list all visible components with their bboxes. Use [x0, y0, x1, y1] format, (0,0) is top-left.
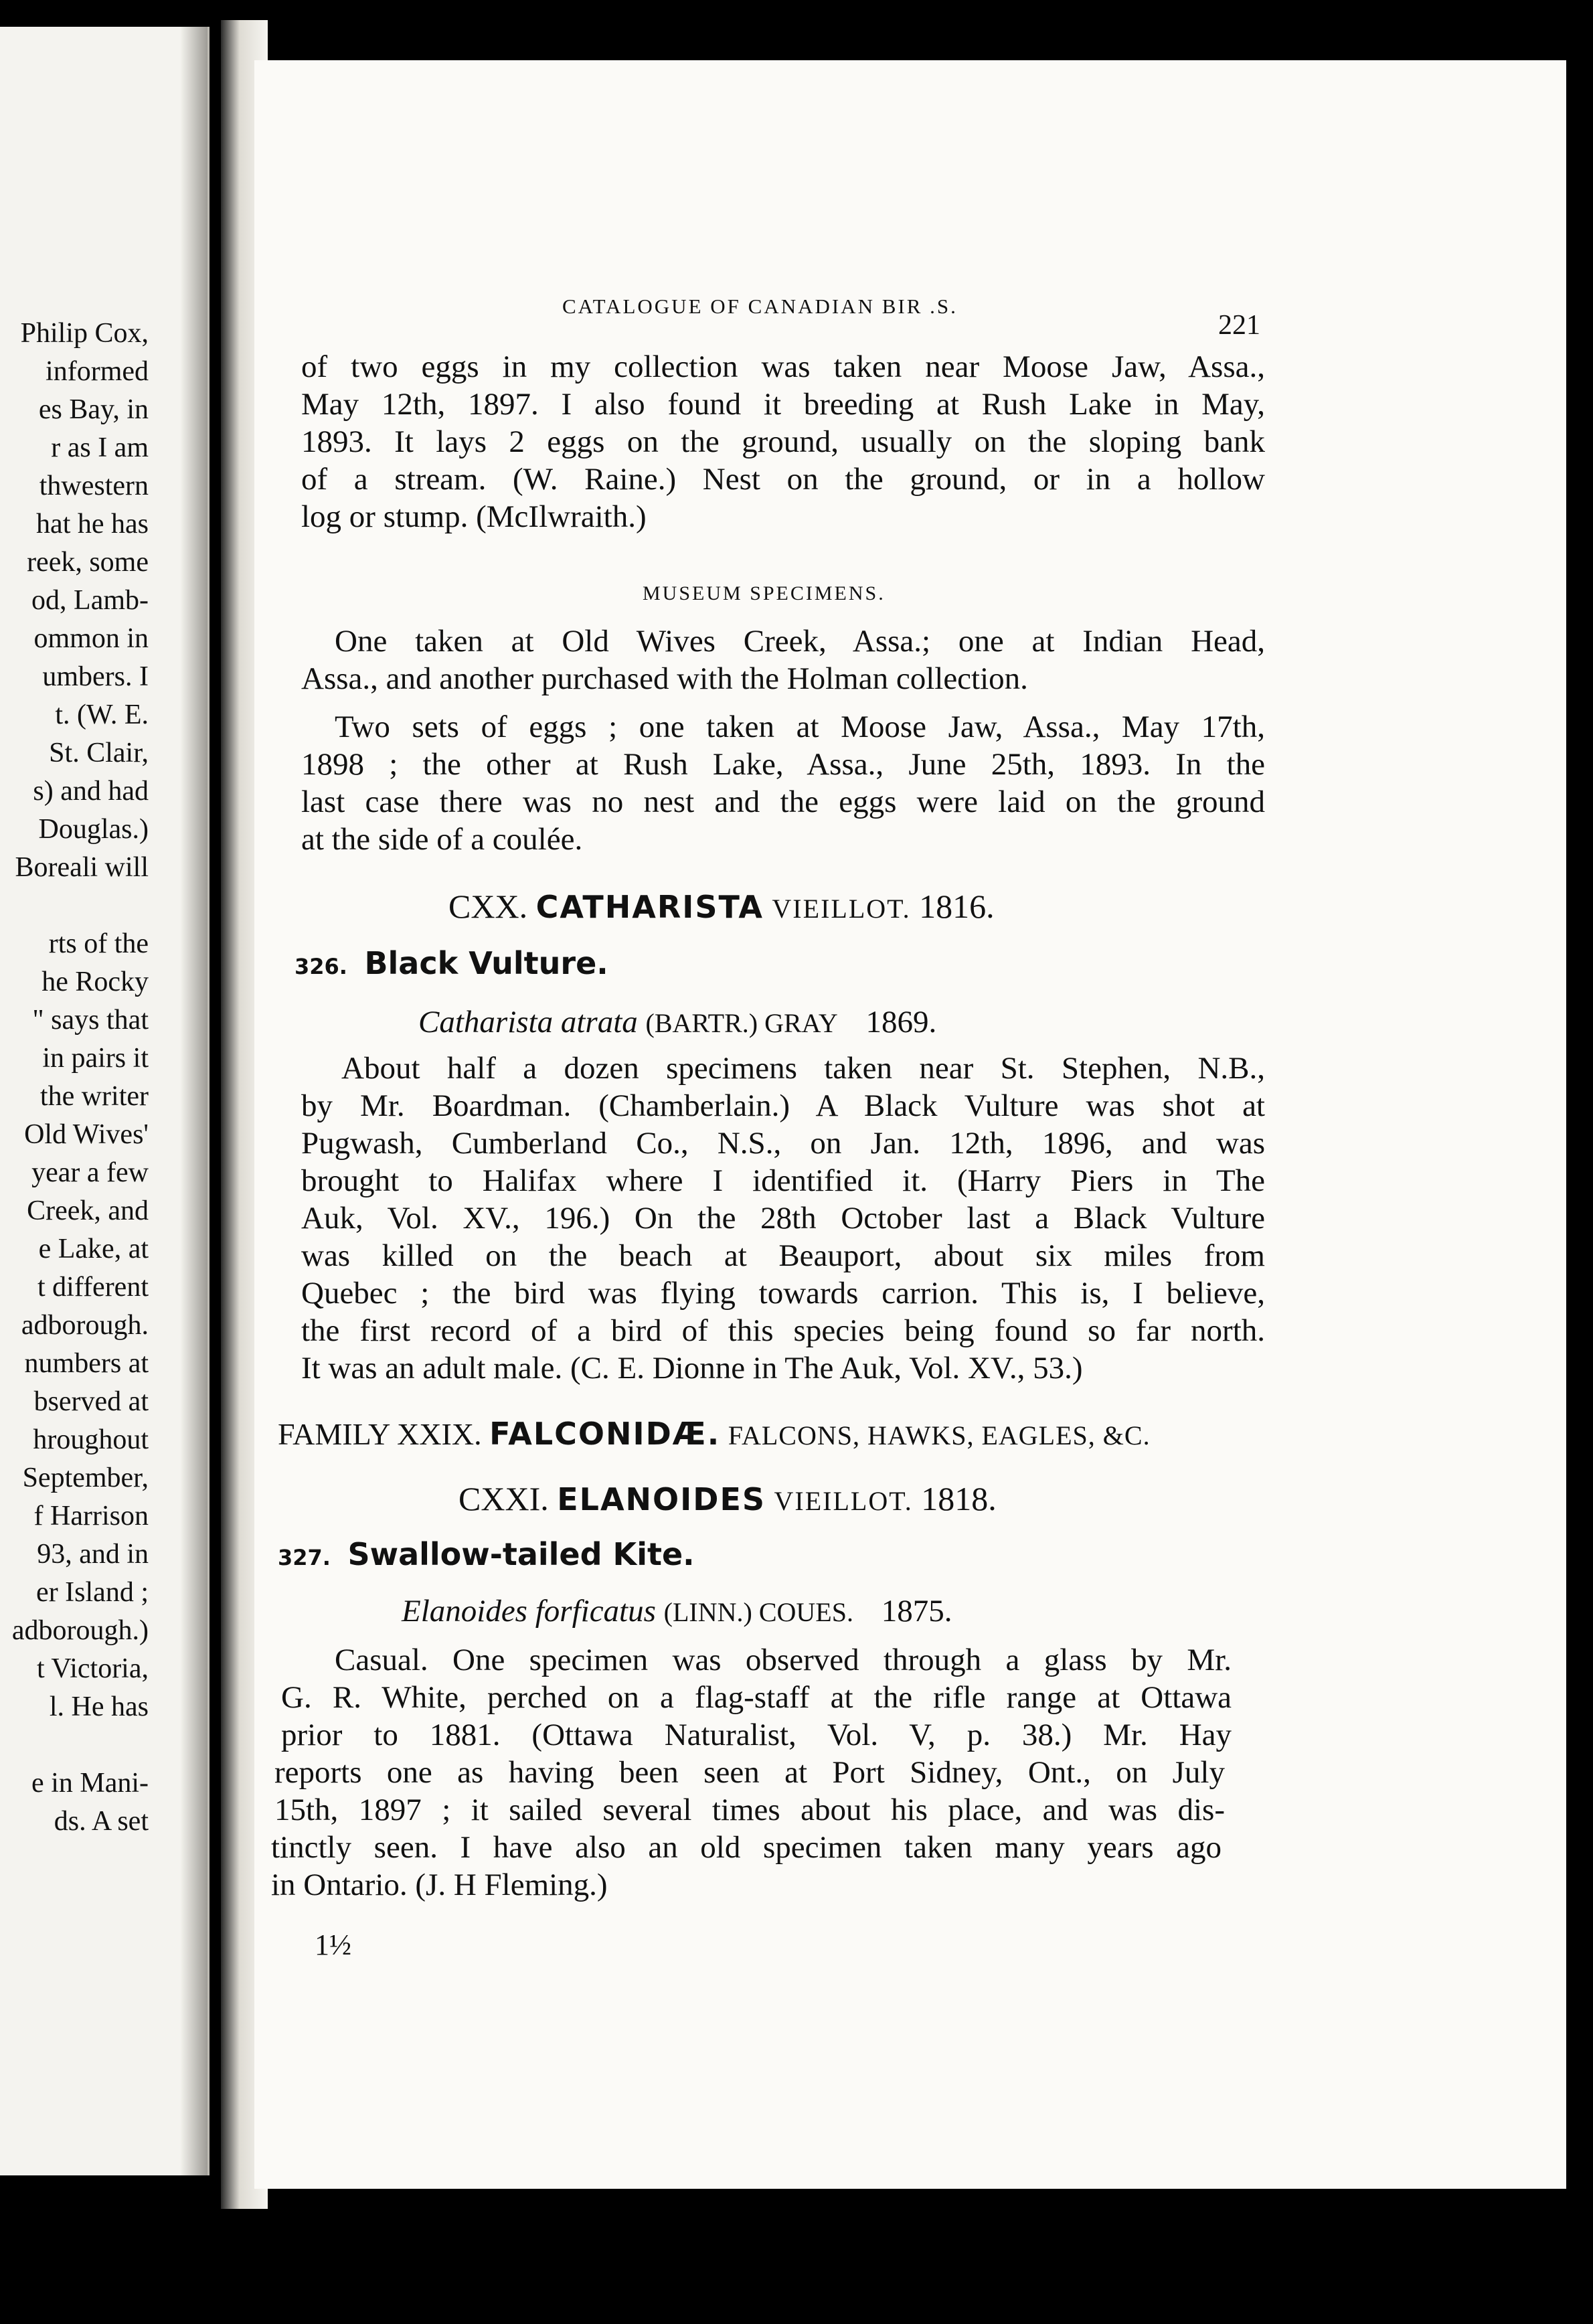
year: 1869.	[865, 1005, 937, 1040]
text-line: Two sets of eggs ; one taken at Moose Jaw, Assa., May 17th,	[335, 710, 1265, 744]
species-scientific-name	[418, 1004, 936, 1040]
facing-page-line: r as I am	[51, 432, 149, 463]
facing-page-line: Old Wives'	[24, 1119, 149, 1150]
genus-name: ELANOIDES	[557, 1481, 766, 1517]
genus-number: CXX.	[448, 888, 528, 925]
year: 1875.	[881, 1594, 952, 1629]
family-label: FAMILY XXIX.	[278, 1417, 482, 1451]
text-line: About half a dozen specimens taken near St. Stephen, N.B.,	[341, 1051, 1265, 1086]
facing-page-line: hat he has	[36, 509, 149, 540]
facing-page-line: rts of the	[48, 928, 149, 959]
page-number: 221	[1218, 310, 1260, 341]
facing-page-line: Douglas.)	[38, 814, 149, 845]
genus-heading	[458, 1479, 997, 1518]
facing-page-line: reek, some	[27, 547, 149, 578]
facing-page-line: ommon in	[33, 623, 149, 654]
facing-page-line: adborough.	[21, 1310, 149, 1341]
text-line: at the side of a coulée.	[301, 822, 583, 857]
facing-page-line: Creek, and	[27, 1195, 149, 1226]
text-line: 15th, 1897 ; it sailed several times about his place, and was dis-	[274, 1793, 1225, 1827]
facing-page-line: t different	[37, 1272, 149, 1303]
facing-page-line: s) and had	[33, 776, 149, 807]
species-heading	[278, 1536, 695, 1572]
genus-author: VIEILLOT.	[774, 1486, 913, 1516]
facing-page-line: thwestern	[39, 471, 149, 501]
facing-page-line: e in Mani-	[31, 1768, 149, 1799]
page-gutter-shadow	[181, 27, 207, 2175]
facing-page-line: he Rocky	[41, 967, 149, 997]
text-line: by Mr. Boardman. (Chamberlain.) A Black Vulture was shot at	[301, 1088, 1265, 1123]
authority: (LINN.) COUES.	[663, 1597, 853, 1627]
text-line: 1898 ; the other at Rush Lake, Assa., June 25th, 1893. In the	[301, 747, 1265, 782]
facing-page-line: f Harrison	[33, 1501, 149, 1531]
facing-page-line: er Island ;	[36, 1577, 149, 1608]
text-line: May 12th, 1897. I also found it breeding at Rush Lake in May,	[301, 387, 1265, 422]
genus-name: CATHARISTA	[535, 889, 764, 925]
genus-year: 1816.	[919, 888, 995, 925]
text-line: of a stream. (W. Raine.) Nest on the ground, or in a hollow	[301, 462, 1265, 497]
genus-number: CXXI.	[458, 1480, 549, 1517]
facing-page-line: in pairs it	[42, 1043, 149, 1074]
authority: (BARTR.) GRAY	[645, 1008, 838, 1038]
facing-page-line: September,	[22, 1463, 149, 1493]
binomial: Elanoides forficatus	[402, 1594, 656, 1629]
species-number: 327.	[278, 1545, 331, 1570]
facing-page-line: e Lake, at	[38, 1234, 149, 1264]
text-line: last case there was no nest and the eggs were laid on the ground	[301, 784, 1265, 819]
species-name: Black Vulture.	[364, 945, 608, 981]
facing-page-line: informed	[46, 356, 149, 387]
text-line: prior to 1881. (Ottawa Naturalist, Vol. V, p. 38.) Mr. Hay	[281, 1718, 1232, 1752]
genus-author: VIEILLOT.	[772, 894, 911, 924]
facing-page-line: hroughout	[33, 1424, 149, 1455]
family-heading	[278, 1416, 1151, 1452]
text-line: in Ontario. (J. H Fleming.)	[271, 1868, 608, 1902]
facing-page-line: the writer	[39, 1081, 149, 1112]
facing-page-line: es Bay, in	[38, 394, 149, 425]
text-line: of two eggs in my collection was taken near Moose Jaw, Assa.,	[301, 349, 1265, 384]
genus-heading	[448, 887, 995, 926]
text-line: G. R. White, perched on a flag-staff at the rifle range at Ottawa	[281, 1680, 1232, 1715]
family-name: FALCONIDÆ.	[489, 1416, 721, 1452]
text-line: It was an adult male. (C. E. Dionne in The Auk, Vol. XV., 53.)	[301, 1351, 1083, 1386]
text-line: brought to Halifax where I identified it. (Harry Piers in The	[301, 1163, 1265, 1198]
text-line: Pugwash, Cumberland Co., N.S., on Jan. 12th, 1896, and was	[301, 1126, 1265, 1161]
facing-page-line: l. He has	[49, 1691, 149, 1722]
family-common-names: FALCONS, HAWKS, EAGLES, &C.	[728, 1420, 1151, 1450]
facing-page-line: t Victoria,	[37, 1653, 149, 1684]
binomial: Catharista atrata	[418, 1005, 638, 1040]
text-line: log or stump. (McIlwraith.)	[301, 499, 647, 534]
facing-page-line: Philip Cox,	[20, 318, 149, 349]
text-line: Auk, Vol. XV., 196.) On the 28th October last a Black Vulture	[301, 1201, 1265, 1236]
text-line: Casual. One specimen was observed through a glass by Mr.	[335, 1643, 1232, 1677]
signature-mark: 1½	[315, 1928, 351, 1961]
text-line: was killed on the beach at Beauport, about six miles from	[301, 1238, 1265, 1273]
facing-page	[0, 27, 209, 2175]
text-line: tinctly seen. I have also an old specimen taken many years ago	[271, 1830, 1222, 1865]
facing-page-line: St. Clair,	[49, 738, 149, 768]
text-line: the first record of a bird of this species being found so far north.	[301, 1313, 1265, 1348]
facing-page-line: year a few	[31, 1157, 149, 1188]
text-line: reports one as having been seen at Port Sidney, Ont., on July	[274, 1755, 1225, 1790]
species-scientific-name	[402, 1593, 952, 1629]
museum-specimens-heading: MUSEUM SPECIMENS.	[643, 582, 886, 604]
text-line: Assa., and another purchased with the Holman collection.	[301, 661, 1028, 696]
genus-year: 1818.	[921, 1480, 997, 1517]
species-name: Swallow-tailed Kite.	[347, 1536, 695, 1572]
species-number: 326.	[295, 954, 347, 979]
facing-page-line: " says that	[32, 1005, 149, 1035]
text-line: 1893. It lays 2 eggs on the ground, usually on the sloping bank	[301, 424, 1265, 459]
facing-page-line: umbers. I	[42, 661, 149, 692]
species-heading	[295, 945, 608, 981]
text-line: One taken at Old Wives Creek, Assa.; one at Indian Head,	[335, 624, 1265, 659]
facing-page-line: 93, and in	[37, 1539, 149, 1570]
facing-page-line: t. (W. E.	[55, 699, 149, 730]
facing-page-line: adborough.)	[11, 1615, 149, 1646]
facing-page-line: od, Lamb-	[31, 585, 149, 616]
facing-page-line: ds. A set	[54, 1806, 149, 1837]
facing-page-line: numbers at	[24, 1348, 149, 1379]
running-title: CATALOGUE OF CANADIAN BIR .S.	[562, 295, 958, 318]
text-line: Quebec ; the bird was flying towards carrion. This is, I believe,	[301, 1276, 1265, 1311]
facing-page-line: Boreali will	[15, 852, 149, 883]
facing-page-line: bserved at	[33, 1386, 149, 1417]
